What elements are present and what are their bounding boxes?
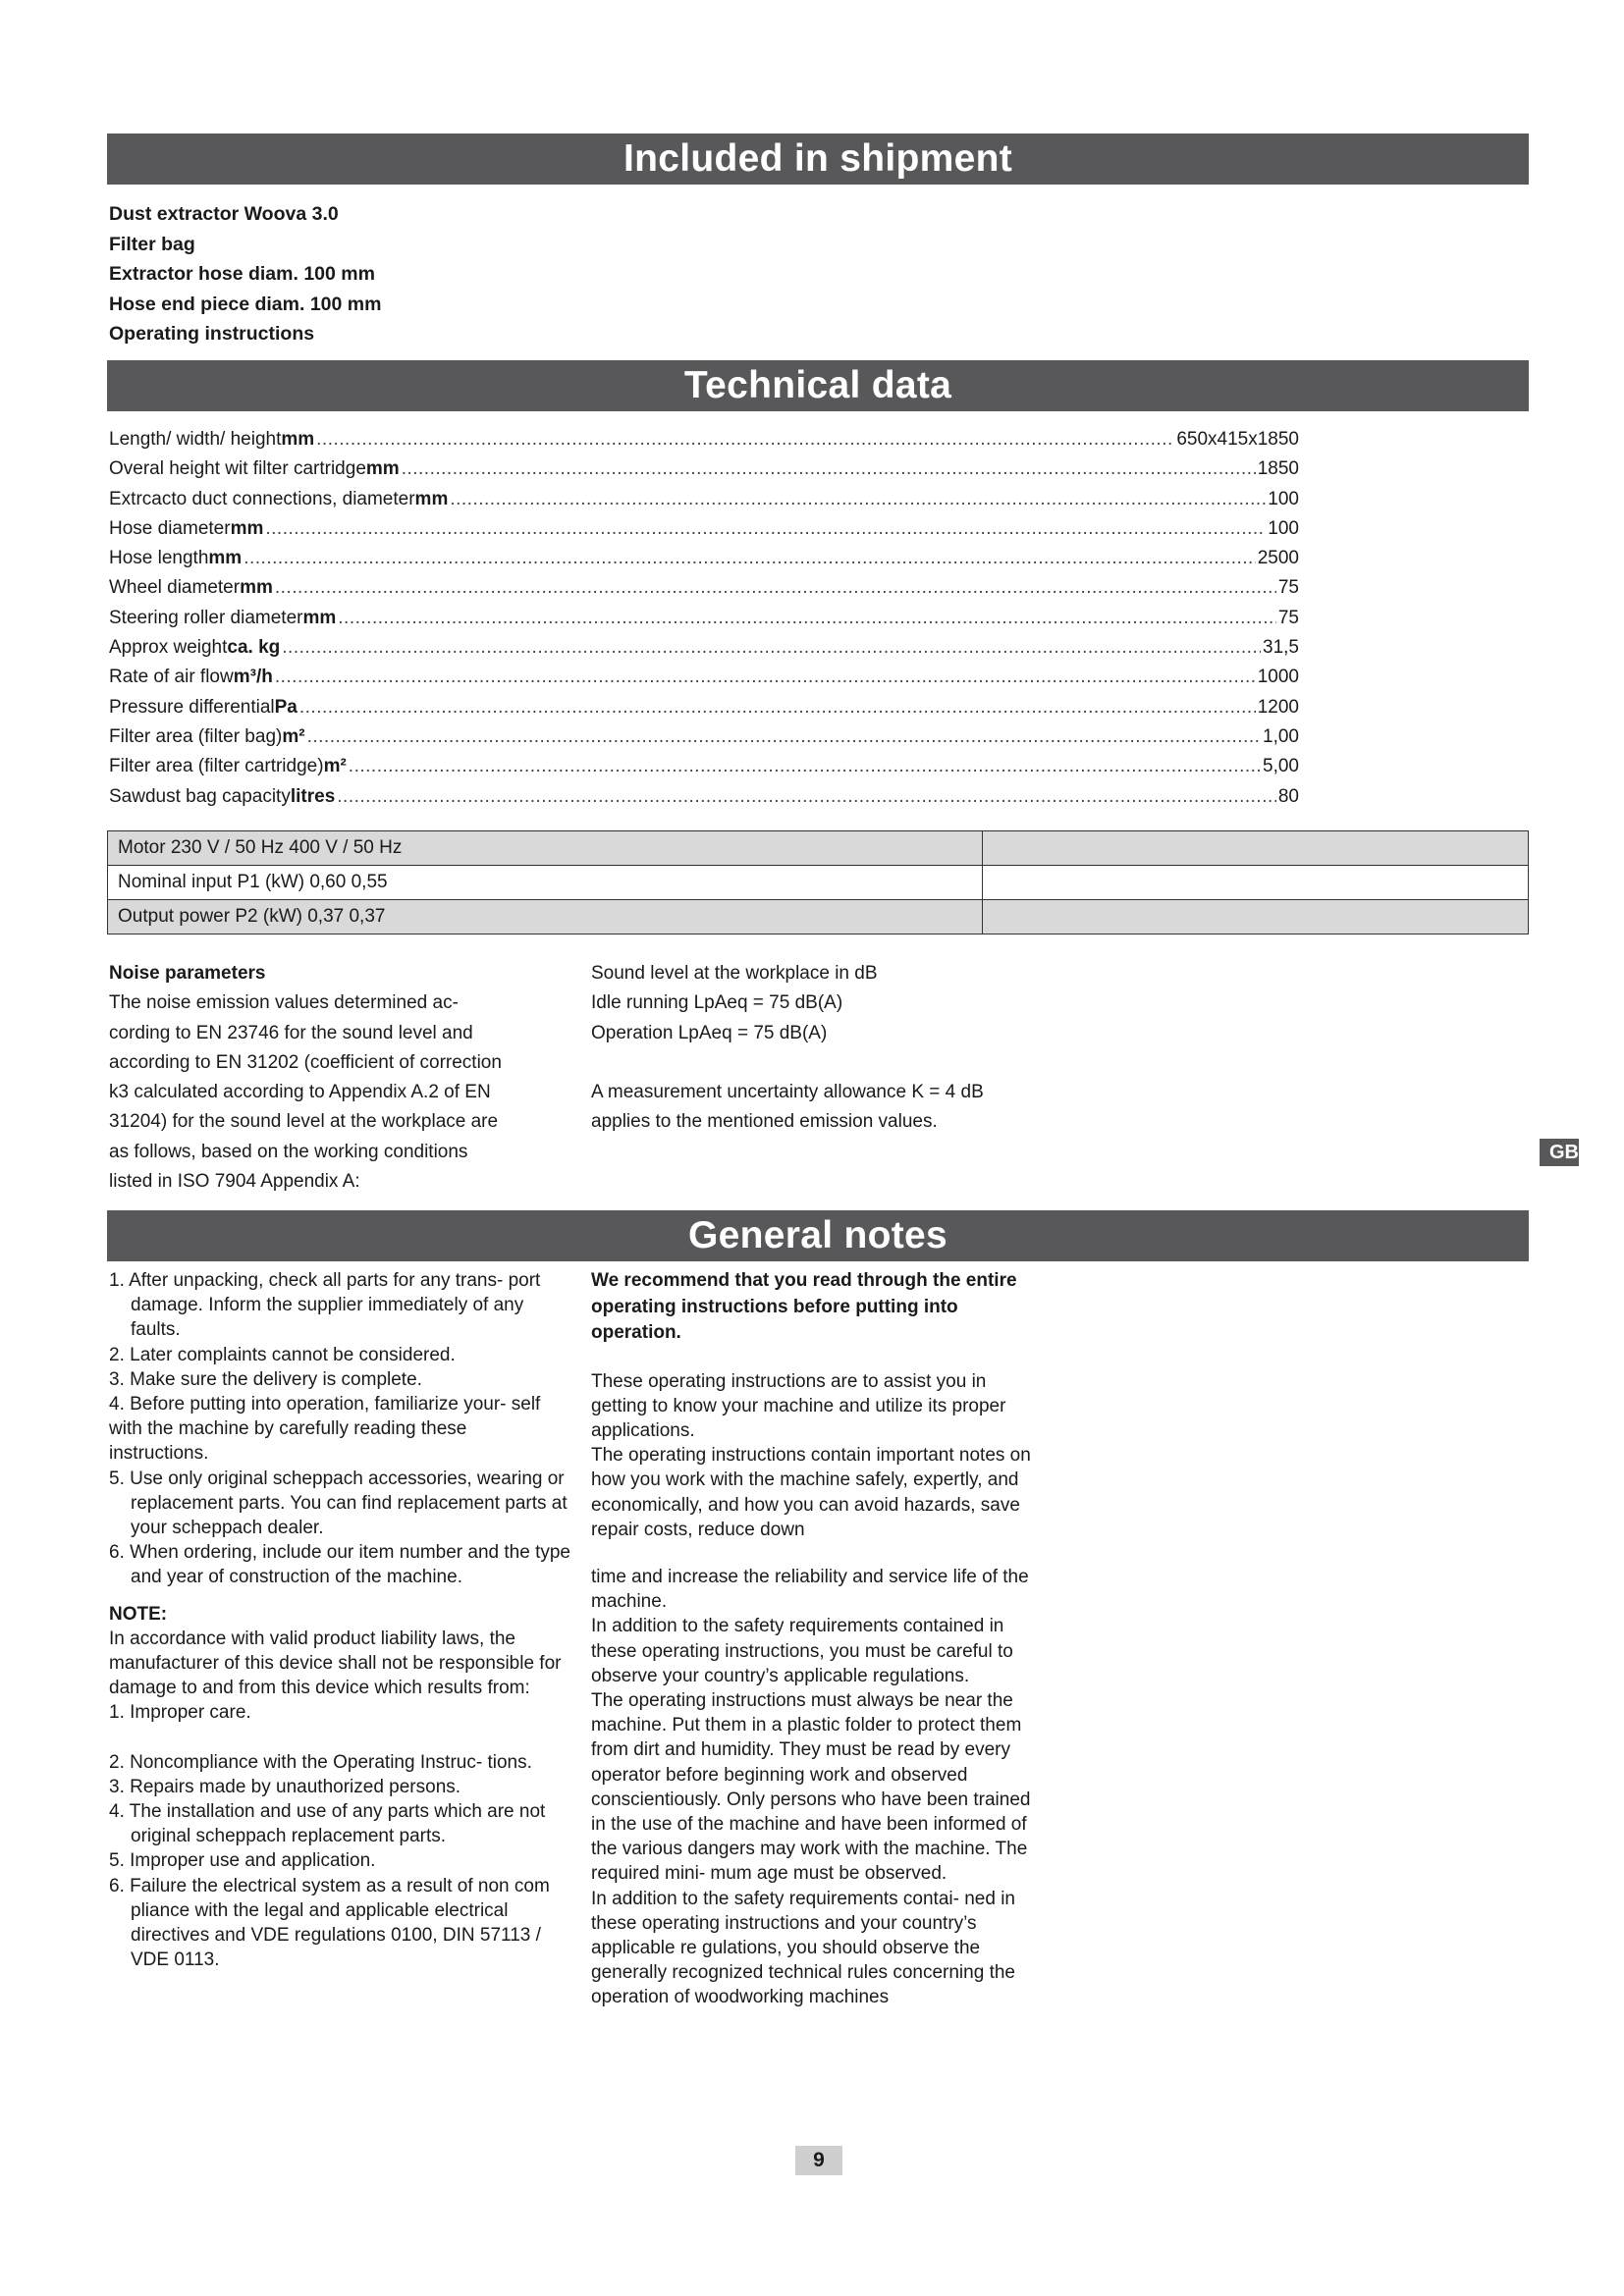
table-row bbox=[108, 831, 1529, 866]
text-line: cording to EN 23746 for the sound level and bbox=[109, 1022, 473, 1043]
list-item: 5. Improper use and application. bbox=[109, 1850, 376, 1872]
table-cell bbox=[983, 900, 1529, 934]
recommendation: We recommend that you read through the entire operating instructions before putting into operation. bbox=[591, 1270, 1017, 1343]
text-line: as follows, based on the working conditions bbox=[109, 1141, 468, 1162]
spec-row: Wheel diameter mm ..... 75 bbox=[109, 573, 1299, 603]
list-item: 5. Use only original scheppach accessories, wearing or replacement parts. You can find replacement parts at your scheppach dealer. bbox=[109, 1468, 568, 1539]
table-cell bbox=[983, 831, 1529, 866]
general-notes-left bbox=[109, 1268, 570, 1972]
paragraph: time and increase the reliability and service life of the machine. bbox=[591, 1566, 1029, 1613]
spec-row: Approx weight ca. kg ..... 31,5 bbox=[109, 633, 1299, 663]
list-item: 6. Failure the electrical system as a result of non com pliance with the legal and applicable electrical directives and VDE regulations 0100, DIN 57113 / VDE 0113. bbox=[109, 1875, 550, 1971]
table-cell bbox=[983, 866, 1529, 900]
list-item: Dust extractor Woova 3.0 bbox=[109, 203, 339, 225]
spec-row: Length/ width/ height mm ..... 650x415x1850 bbox=[109, 425, 1299, 454]
spec-row: Filter area (filter cartridge) m² ..... 5,00 bbox=[109, 752, 1299, 781]
text-line: applies to the mentioned emission values. bbox=[591, 1111, 938, 1133]
text-line: The noise emission values determined ac- bbox=[109, 992, 459, 1014]
list-item: 3. Make sure the delivery is complete. bbox=[109, 1368, 422, 1390]
spec-row: Extrcacto duct connections, diameter mm ..... 100 bbox=[109, 485, 1299, 514]
spec-row: Sawdust bag capacity litres ..... 80 bbox=[109, 782, 1299, 812]
noise-values-text bbox=[591, 959, 1043, 1138]
spec-row: Hose diameter mm ..... 100 bbox=[109, 514, 1299, 544]
spec-row: Overal height wit filter cartridge mm ..... 1850 bbox=[109, 454, 1299, 484]
text-line: Operation LpAeq = 75 dB(A) bbox=[591, 1022, 828, 1043]
list-item: Operating instructions bbox=[109, 323, 315, 345]
noise-heading: Noise parameters bbox=[109, 963, 266, 984]
shipment-list bbox=[109, 199, 381, 349]
paragraph: These operating instructions are to assist you in getting to know your machine and utilize its proper applications. bbox=[591, 1370, 1006, 1441]
list-item: 3. Repairs made by unauthorized persons. bbox=[109, 1776, 461, 1797]
table-row bbox=[108, 866, 1529, 900]
general-notes-title: General notes bbox=[107, 1210, 1529, 1261]
list-item: 2. Later complaints cannot be considered. bbox=[109, 1344, 456, 1365]
technical-title: Technical data bbox=[107, 360, 1529, 411]
list-item: Extractor hose diam. 100 mm bbox=[109, 263, 375, 285]
noise-parameters-text bbox=[109, 959, 561, 1197]
shipment-title: Included in shipment bbox=[107, 133, 1529, 185]
text-line: according to EN 31202 (coefficient of correction bbox=[109, 1051, 502, 1073]
technical-data-list bbox=[109, 425, 1299, 812]
text-line: k3 calculated according to Appendix A.2 of EN bbox=[109, 1082, 491, 1103]
list-item: 2. Noncompliance with the Operating Instruc- tions. bbox=[109, 1751, 532, 1773]
spec-row: Pressure differential Pa ..... 1200 bbox=[109, 693, 1299, 722]
text-line: Idle running LpAeq = 75 dB(A) bbox=[591, 992, 843, 1014]
paragraph: The operating instructions must always be near the machine. Put them in a plastic folder to protect them from dirt and humidity. They must be read by every operator before beginning work and observed conscientiously. Only persons who have been trained in the use of the machine and have been informed of the various dangers may work with the machine. The required mini- mum age must be observed. bbox=[591, 1689, 1031, 1885]
paragraph: In addition to the safety requirements contained in these operating instructions, you must be careful to observe your country’s applicable regulations. bbox=[591, 1616, 1013, 1686]
text-line: A measurement uncertainty allowance K = 4 dB bbox=[591, 1082, 984, 1103]
list-item: 4. Before putting into operation, familiarize your- self with the machine by carefully reading these instructions. bbox=[109, 1394, 541, 1465]
spec-row: Filter area (filter bag) m² ..... 1,00 bbox=[109, 722, 1299, 752]
table-cell: Output power P2 (kW) 0,37 0,37 bbox=[108, 900, 983, 934]
paragraph: The operating instructions contain important notes on how you work with the machine safely, expertly, and economically, and how you can avoid hazards, save repair costs, reduce down bbox=[591, 1445, 1031, 1540]
list-item: 1. After unpacking, check all parts for any trans- port damage. Inform the supplier immediately of any faults. bbox=[109, 1270, 541, 1341]
text-line: 31204) for the sound level at the workplace are bbox=[109, 1111, 499, 1133]
list-item: 1. Improper care. bbox=[109, 1702, 251, 1724]
list-item: 4. The installation and use of any parts which are not original scheppach replacement parts. bbox=[109, 1801, 546, 1847]
page-number: 9 bbox=[795, 2146, 842, 2175]
spec-row: Hose length mm ..... 2500 bbox=[109, 544, 1299, 573]
note-heading: NOTE: bbox=[109, 1603, 168, 1625]
motor-table bbox=[107, 830, 1529, 934]
general-notes-right bbox=[591, 1268, 1045, 2010]
spec-row: Rate of air flow m³/h ..... 1000 bbox=[109, 663, 1299, 692]
list-item: 6. When ordering, include our item number and the type and year of construction of the machine. bbox=[109, 1542, 570, 1588]
note-text: In accordance with valid product liability laws, the manufacturer of this device shall not be responsible for damage to and from this device which results from: bbox=[109, 1628, 562, 1699]
language-tab: GB bbox=[1540, 1139, 1579, 1166]
paragraph: In addition to the safety requirements contai- ned in these operating instructions and your country’s applicable re gulations, you should observe the generally recognized technical rules concerning the operation of woodworking machines bbox=[591, 1888, 1015, 2008]
list-item: Filter bag bbox=[109, 233, 195, 255]
table-row bbox=[108, 900, 1529, 934]
text-line: Sound level at the workplace in dB bbox=[591, 963, 878, 984]
table-cell: Nominal input P1 (kW) 0,60 0,55 bbox=[108, 866, 983, 900]
text-line: listed in ISO 7904 Appendix A: bbox=[109, 1171, 360, 1193]
list-item: Hose end piece diam. 100 mm bbox=[109, 293, 382, 315]
spec-row: Steering roller diameter mm ..... 75 bbox=[109, 604, 1299, 633]
table-cell: Motor 230 V / 50 Hz 400 V / 50 Hz bbox=[108, 831, 983, 866]
